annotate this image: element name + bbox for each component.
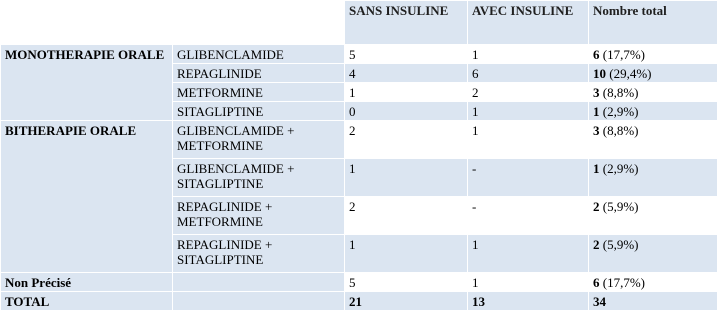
avec-cell: 6	[468, 64, 589, 83]
total-cell	[589, 121, 717, 159]
total-sans: 21	[345, 292, 468, 311]
total-count: 3	[593, 123, 600, 138]
total-count: 6	[593, 47, 600, 62]
sans-cell: 0	[345, 102, 468, 121]
total-avec: 13	[468, 292, 589, 311]
total-all: 34	[589, 292, 717, 311]
sans-cell: 5	[345, 45, 468, 64]
total-count: 1	[593, 161, 600, 176]
total-count: 3	[593, 85, 600, 100]
sans-cell: 5	[345, 273, 468, 292]
sans-cell: 2	[345, 121, 468, 159]
header-sans-insuline: SANS INSULINE	[345, 1, 468, 45]
sans-cell: 1	[345, 235, 468, 273]
avec-cell: 1	[468, 45, 589, 64]
avec-cell: -	[468, 159, 589, 197]
total-cell	[589, 45, 717, 64]
total-percent: (5,9%)	[599, 199, 639, 214]
avec-cell: -	[468, 197, 589, 235]
sans-cell: 1	[345, 159, 468, 197]
total-cell	[589, 197, 717, 235]
empty-drug-cell	[173, 292, 345, 311]
non-precise-row	[1, 273, 717, 292]
total-percent: (2,9%)	[599, 161, 639, 176]
drug-cell: METFORMINE	[173, 83, 345, 102]
total-cell	[589, 273, 717, 292]
total-cell	[589, 235, 717, 273]
avec-cell: 1	[468, 235, 589, 273]
total-percent: (17,7%)	[599, 47, 645, 62]
drug-cell: GLIBENCLAMIDE + METFORMINE	[173, 121, 345, 159]
total-percent: (8,8%)	[599, 123, 639, 138]
total-cell	[589, 64, 717, 83]
header-avec-insuline: AVEC INSULINE	[468, 1, 589, 45]
total-count: 10	[593, 66, 606, 81]
avec-cell: 1	[468, 121, 589, 159]
total-label: TOTAL	[1, 292, 173, 311]
total-percent: (8,8%)	[599, 85, 639, 100]
empty-drug-cell	[173, 273, 345, 292]
total-row	[1, 292, 717, 311]
group-label-monotherapie: MONOTHERAPIE ORALE	[1, 45, 173, 121]
total-percent: (5,9%)	[599, 237, 639, 252]
group-label-bitherapie: BITHERAPIE ORALE	[1, 121, 173, 273]
total-count: 2	[593, 237, 600, 252]
drug-cell: GLIBENCLAMIDE	[173, 45, 345, 64]
drug-cell: REPAGLINIDE	[173, 64, 345, 83]
header-empty-cell	[173, 1, 345, 45]
sans-cell: 2	[345, 197, 468, 235]
avec-cell: 1	[468, 102, 589, 121]
total-cell	[589, 159, 717, 197]
sans-cell: 1	[345, 83, 468, 102]
total-percent: (17,7%)	[599, 275, 645, 290]
header-nombre-total: Nombre total	[589, 1, 717, 45]
avec-cell: 2	[468, 83, 589, 102]
drug-cell: REPAGLINIDE + METFORMINE	[173, 197, 345, 235]
drug-cell: SITAGLIPTINE	[173, 102, 345, 121]
total-count: 1	[593, 104, 600, 119]
non-precise-label: Non Précisé	[1, 273, 173, 292]
sans-cell: 4	[345, 64, 468, 83]
total-percent: (2,9%)	[599, 104, 639, 119]
drug-cell: REPAGLINIDE + SITAGLIPTINE	[173, 235, 345, 273]
total-count: 2	[593, 199, 600, 214]
avec-cell: 1	[468, 273, 589, 292]
header-empty-cell	[1, 1, 173, 45]
total-cell	[589, 102, 717, 121]
table-row	[1, 45, 717, 64]
total-count: 6	[593, 275, 600, 290]
drug-cell: GLIBENCLAMIDE + SITAGLIPTINE	[173, 159, 345, 197]
total-cell	[589, 83, 717, 102]
header-row	[1, 1, 717, 45]
total-percent: (29,4%)	[606, 66, 652, 81]
table-row	[1, 121, 717, 159]
